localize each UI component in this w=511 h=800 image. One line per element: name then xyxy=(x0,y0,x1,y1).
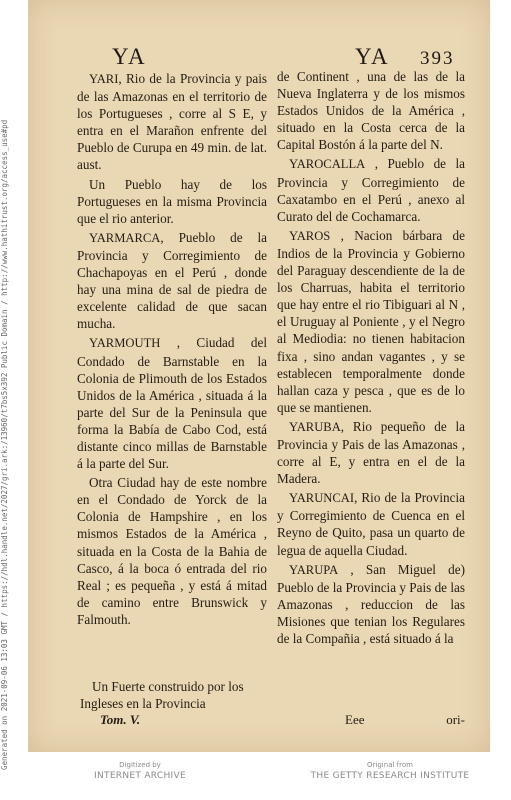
dictionary-entry xyxy=(277,561,465,647)
entry-text: , Rio de la Provincia y Corregimiento de Cuenca en el Reyno de Quito, pasa un quarto de legua de aquella Ciudad. xyxy=(277,490,465,558)
dictionary-entry xyxy=(277,68,465,153)
entry-headword: YARUNCAI xyxy=(289,491,355,506)
credit-original xyxy=(300,760,480,782)
running-head-right: YA xyxy=(355,44,390,69)
entry-text: de Continent , una de las de la Nueva Inglaterra y de los mismos Estados Unidos de la América , situado en la Costa cerca de la Capital Bostón á la parte del N. xyxy=(277,69,465,153)
catchwords xyxy=(345,712,465,728)
page-number: 393 xyxy=(420,48,455,69)
dictionary-entry xyxy=(277,227,465,416)
dictionary-entry xyxy=(277,155,465,224)
dictionary-entry xyxy=(77,176,267,227)
credit-digitized xyxy=(60,760,220,782)
dictionary-entry xyxy=(77,474,267,628)
dictionary-entry xyxy=(277,489,465,558)
dictionary-entry xyxy=(277,418,465,487)
entry-headword: YARUPA xyxy=(289,562,339,577)
entry-headword: YARMOUTH xyxy=(89,336,161,351)
volume-signature: Tom. V. xyxy=(100,712,141,727)
left-footer-text: Un Fuerte construido por los Ingleses en la Provincia xyxy=(80,679,244,711)
entry-text: , Ciudad del Condado de Barnstable en la Colonia de Plimouth de los Estados Unidos de la América , situada á la parte del Sur de la Peninsula que forma la Babía de Cabo Cod, está distante cinco millas de Barnstable á la parte del Sur. xyxy=(77,335,267,472)
credit-original-small: Original from xyxy=(367,761,413,769)
entry-headword: YARMARCA xyxy=(89,230,161,245)
entry-text: , Pueblo de la Provincia y Corregimiento de Caxatambo en el Perú , anexo al Curato del de Cochamarca. xyxy=(277,156,465,224)
hathitrust-side-note: Generated on 2021-09-06 13:03 GMT / https://hdl.handle.net/2027/gri.ark:/13960/t7bs5x392 Public Domain / http://www.hathitrust.org/access_use#pd xyxy=(0,119,9,770)
credit-original-big: THE GETTY RESEARCH INSTITUTE xyxy=(310,771,470,781)
credit-digitized-big: INTERNET ARCHIVE xyxy=(94,771,186,781)
credit-digitized-small: Digitized by xyxy=(119,761,161,769)
entry-text: , Rio pequeño de la Provincia y Pais de las Amazonas , corre al E, y entra en el de la Madera. xyxy=(277,418,465,487)
entry-headword: YARI xyxy=(89,72,119,86)
entry-text: , Rio de la Provincia y pais de las Amazonas en el territorio de los Portugueses , corre al S E, y entra en el Marañon enfrente del Pueblo de Curupa en 49 min. de lat. aust. xyxy=(77,71,267,173)
entry-text: Un Pueblo hay de los Portugueses en la misma Provincia que el rio anterior. xyxy=(77,176,267,226)
catchword-ori: ori- xyxy=(446,712,465,727)
left-column xyxy=(77,68,267,628)
entry-headword: YARUBA xyxy=(289,419,341,434)
dictionary-entry xyxy=(77,229,267,333)
entry-headword: YAROS xyxy=(289,228,331,243)
entry-headword: YAROCALLA xyxy=(289,157,366,172)
dictionary-entry xyxy=(77,70,267,174)
running-head-left: YA xyxy=(112,44,147,69)
entry-text: , Pueblo de la Provincia y Corregimiento de Chachapoyas en el Perú , donde hay una mina de sal de piedra de excelente calidad de que sacan mucha. xyxy=(77,229,267,332)
dictionary-entry xyxy=(77,334,267,472)
catchword-eee: Eee xyxy=(345,712,365,727)
right-column xyxy=(277,68,465,647)
entry-text: , San Miguel de) Pueblo de la Provincia y Pais de las Amazonas , reduccion de las Misiones que tenian los Regulares de la Compañia , está situado á la xyxy=(277,561,465,646)
entry-text: Otra Ciudad hay de este nombre en el Condado de Yorck de la Colonia de Hampshire , en los mismos Estados de la América , situada en la Costa de la Bahia de Casco, á la boca ó entrada del rio Real ; es pequeña , y está á mitad de camino entre Brunswick y Falmouth. xyxy=(77,475,267,627)
entry-text: , Nacion bárbara de Indios de la Provincia y Gobierno del Paraguay descendiente de la de los Charruas, habita el territorio que hay entre el rio Tibiguari al N , el Uruguay al Poniente , y el Negro al Mediodia: no tienen habitacion fixa , sino andan vagantes , y se establecen temporalmente donde hallan caza y pesca , que es de lo que se mantienen. xyxy=(277,227,465,415)
